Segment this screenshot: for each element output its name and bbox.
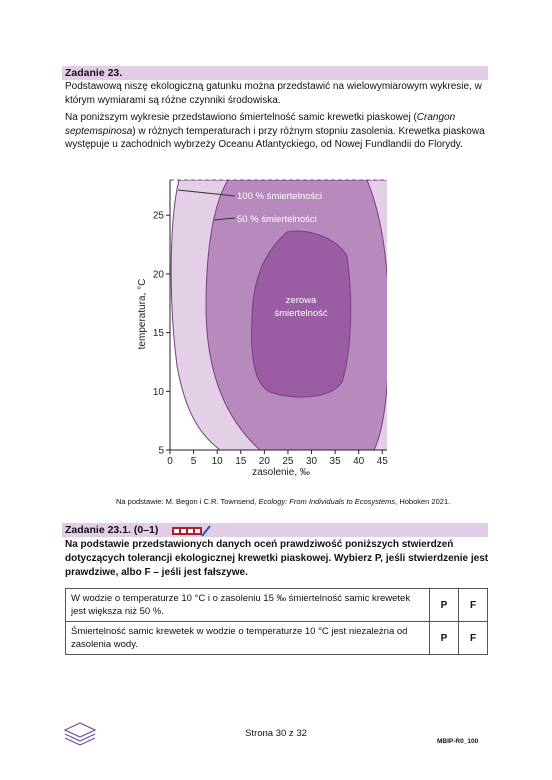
statement-cell: Śmiertelność samic krewetek w wodzie o temperaturze 10 °C jest niezależna od zasolenia wody.	[66, 622, 430, 655]
x-tick-label: 5	[190, 456, 197, 467]
source-suffix: , Hoboken 2021.	[395, 497, 451, 506]
x-tick-label: 40	[353, 456, 365, 467]
task-intro: Podstawową niszę ekologiczną gatunku można przedstawić na wielowymiarowym wykresie, w którym wymiarami są różne czynniki środowiska.	[65, 81, 482, 106]
source-book: Ecology: From Individuals to Ecosystems	[258, 497, 396, 506]
document-code: MBIP-R0_100	[437, 738, 479, 745]
option-p[interactable]: P	[430, 589, 459, 622]
statement-cell: W wodzie o temperaturze 10 °C i o zasoleniu 15 ‰ śmiertelność samic krewetek jest większa niż 50 %.	[66, 589, 430, 622]
description-end: ) w różnych temperaturach i przy różnym stopniu zasolenia. Krewetka piaskowa występuje u zachodnich wybrzeży Oceanu Atlantyckiego, od Nowej Fundlandii do Florydy.	[65, 125, 485, 150]
source-prefix: Na podstawie: M. Begon i C.R. Townsend,	[116, 497, 259, 506]
y-tick-label: 20	[152, 269, 164, 281]
task-header-bar	[62, 66, 488, 80]
task-description	[65, 111, 489, 152]
y-tick-label: 25	[152, 210, 164, 222]
x-tick-label: 20	[258, 456, 270, 467]
label-100-mortality: 100 % śmiertelności	[237, 191, 323, 202]
y-tick-label: 15	[152, 328, 164, 340]
x-tick-label: 35	[329, 456, 341, 467]
zero-label-line: zerowa	[285, 295, 317, 306]
y-axis-label: temperatura, °C	[137, 278, 148, 350]
table-row	[66, 589, 488, 622]
x-axis-ticks	[167, 450, 388, 467]
subtask-title: Zadanie 23.1. (0–1)	[65, 524, 159, 536]
points-badge-icon	[172, 525, 212, 537]
x-tick-label: 10	[211, 456, 223, 467]
x-tick-label: 25	[282, 456, 294, 467]
x-axis-label: zasolenie, ‰	[252, 467, 310, 478]
option-f[interactable]: F	[459, 622, 488, 655]
subtask-instruction: Na podstawie przedstawionych danych oceń prawdziwość poniższych stwierdzeń dotyczących tolerancji ekologicznej krewetki piaskowej. Wybierz P, jeśli stwierdzenie jest prawdziwe, albo F – jeśli jest fałszywe.	[65, 539, 489, 578]
species-name: Crangon septemspinosa	[65, 112, 456, 137]
label-50-mortality: 50 % śmiertelności	[237, 214, 317, 225]
x-tick-label: 30	[305, 456, 318, 467]
true-false-table	[65, 588, 488, 655]
zero-label-line: śmiertelność	[274, 308, 328, 319]
x-tick-label: 0	[167, 456, 173, 467]
page-number: Strona 30 z 32	[245, 728, 307, 739]
mortality-chart	[130, 176, 395, 481]
option-p[interactable]: P	[430, 622, 459, 655]
table-row	[66, 622, 488, 655]
option-f[interactable]: F	[459, 589, 488, 622]
x-tick-label: 45	[376, 456, 388, 467]
y-axis-ticks	[153, 211, 170, 457]
y-tick-label: 5	[158, 445, 164, 457]
y-tick-label: 10	[152, 386, 164, 398]
task-title: Zadanie 23.	[65, 67, 123, 79]
source-citation	[116, 497, 450, 506]
description-start: Na poniższym wykresie przedstawiono śmiertelność samic krewetki piaskowej (	[65, 112, 417, 123]
x-tick-label: 15	[235, 456, 247, 467]
